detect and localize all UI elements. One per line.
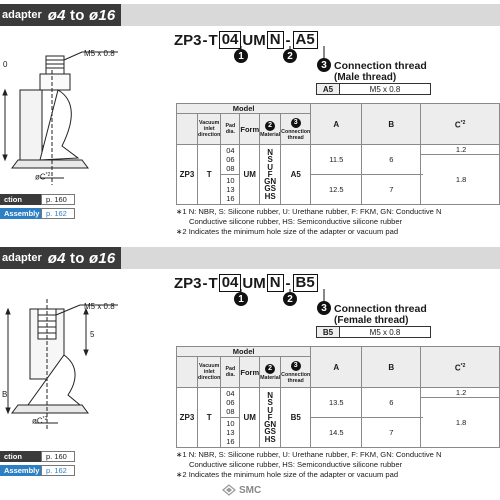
- connection-thread-table: B5 M5 x 0.8: [316, 326, 431, 338]
- smc-logo: SMC: [222, 484, 261, 496]
- connection-title: Connection thread: [334, 60, 427, 72]
- callout-3-icon: 3: [317, 58, 331, 72]
- ref-assembly[interactable]: Assembly p. 162: [0, 208, 75, 219]
- callout-1-icon: 1: [234, 292, 248, 306]
- callout-3-icon: 3: [291, 361, 301, 371]
- drawing-dim-5: 5: [90, 330, 95, 339]
- model-size-box: 04: [219, 274, 242, 292]
- female-adapter-drawing: [0, 295, 175, 435]
- ref-connection[interactable]: ction p. 160: [0, 451, 75, 462]
- ref-assembly[interactable]: Assembly p. 162: [0, 465, 75, 476]
- connection-subtitle: (Female thread): [334, 315, 409, 326]
- section-title: adapter ø4 to ø16: [0, 247, 121, 269]
- drawing-dim-c: $øC^{*2}$: [35, 172, 51, 182]
- connection-title: Connection thread: [334, 303, 427, 315]
- drawing-dim-label: 0: [3, 60, 8, 69]
- model-code: ZP3 - T 04 UM N - B5: [174, 274, 319, 292]
- model-size-box: 04: [219, 31, 242, 49]
- model-header: Model: [177, 104, 311, 114]
- callout-1-icon: 1: [234, 49, 248, 63]
- callout-2-icon: 2: [265, 121, 275, 131]
- section-title: adapter ø4 to ø16: [0, 4, 121, 26]
- smc-logo-icon: [222, 484, 236, 496]
- callout-2-icon: 2: [283, 49, 297, 63]
- drawing-dim-b: B: [2, 390, 8, 399]
- model-header: Model: [177, 347, 311, 357]
- footnotes: ∗1 N: NBR, S: Silicone rubber, U: Urethane rubber, F: FKM, GN: Conductive N Conductive silicone rubber, HS: Semiconductive silicone rubber ∗2 Indicates the minimum hole size of the adapter or vacuum pad: [176, 450, 442, 479]
- spec-table: Model A B $C^{*2}$ Vacuum inlet direction Pad dia. Form 2 Material 3 Connection thread ZP3 T 04 06 08 UM N S U F GN GS HS A5 11.5 6 1.2 1.8 10 13 16 12.5 7: [176, 103, 500, 205]
- spec-table: Model A B $C^{*2}$ Vacuum inlet direction Pad dia. Form 2 Material 3 Connection thread ZP3 T 04 06 08 UM N S U F GN GS HS B5 13.5 6 1.2 1.8 10 13 16 14.5 7: [176, 346, 500, 448]
- model-thread-box: B5: [293, 274, 318, 292]
- model-thread-box: A5: [293, 31, 318, 49]
- footnotes: ∗1 N: NBR, S: Silicone rubber, U: Urethane rubber, F: FKM, GN: Conductive N Conductive silicone rubber, HS: Semiconductive silicone rubber ∗2 Indicates the minimum hole size of the adapter or vacuum pad: [176, 207, 442, 236]
- model-code: ZP3 - T 04 UM N - A5: [174, 31, 319, 49]
- drawing-thread-label: M5 x 0.8: [84, 302, 115, 311]
- callout-2-icon: 2: [283, 292, 297, 306]
- callout-3-icon: 3: [317, 301, 331, 315]
- connection-thread-table: A5 M5 x 0.8: [316, 83, 431, 95]
- model-material-box: N: [267, 274, 284, 292]
- drawing-dim-c: $øC^{*2}$: [32, 416, 48, 426]
- model-material-box: N: [267, 31, 284, 49]
- drawing-thread-label: M5 x 0.8: [84, 49, 115, 58]
- callout-3-icon: 3: [291, 118, 301, 128]
- ref-connection[interactable]: ction p. 160: [0, 194, 75, 205]
- connection-subtitle: (Male thread): [334, 72, 397, 83]
- callout-2-icon: 2: [265, 364, 275, 374]
